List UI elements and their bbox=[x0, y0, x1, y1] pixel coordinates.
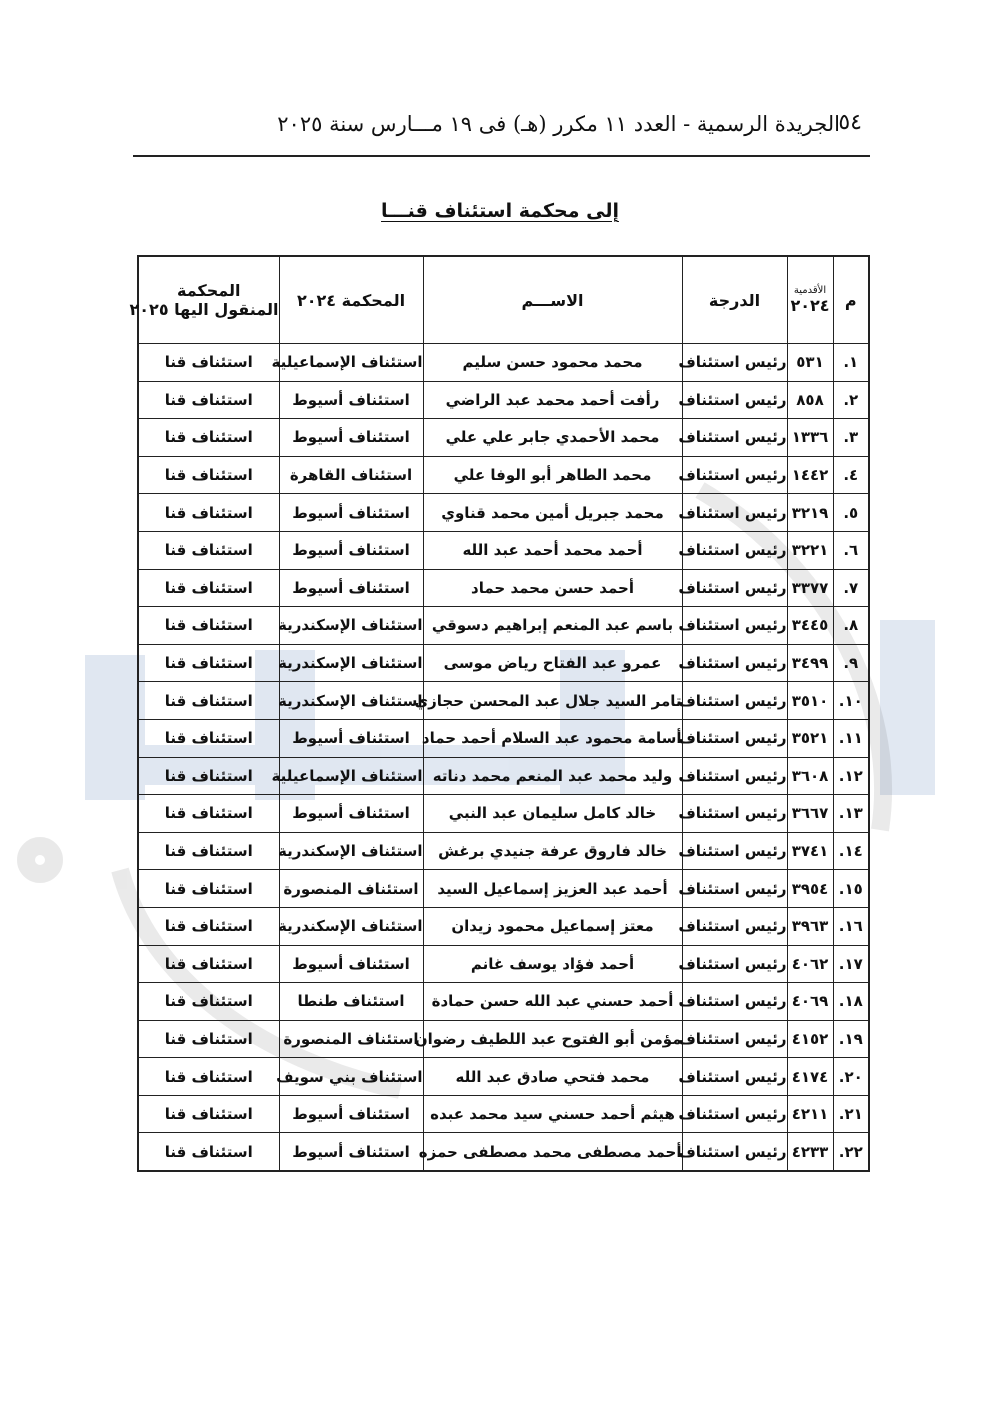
table-row bbox=[138, 795, 869, 833]
row-court-2024: استئناف الإسكندرية bbox=[279, 644, 423, 682]
row-seniority: ٥٣١ bbox=[787, 344, 833, 382]
table-row bbox=[138, 719, 869, 757]
row-grade: رئيس استئناف bbox=[682, 644, 787, 682]
row-seniority: ٣٦٦٧ bbox=[787, 795, 833, 833]
row-court-2024: استئناف الإسكندرية bbox=[279, 832, 423, 870]
table-row bbox=[138, 644, 869, 682]
row-court-2024: استئناف الإسماعيلية bbox=[279, 344, 423, 382]
row-grade: رئيس استئناف bbox=[682, 832, 787, 870]
row-seniority: ٣٥٢١ bbox=[787, 719, 833, 757]
row-name: محمد جبريل أمين محمد قناوي bbox=[423, 494, 682, 532]
row-seniority: ٤١٥٢ bbox=[787, 1020, 833, 1058]
watermark-stroke bbox=[85, 655, 145, 800]
table-row bbox=[138, 945, 869, 983]
row-court-2024: استئناف أسيوط bbox=[279, 719, 423, 757]
row-court-2024: استئناف المنصورة bbox=[279, 870, 423, 908]
row-name: معتز إسماعيل محمود زيدان bbox=[423, 907, 682, 945]
row-court-2025: استئناف قنا bbox=[138, 456, 279, 494]
table-row bbox=[138, 569, 869, 607]
row-grade: رئيس استئناف bbox=[682, 1020, 787, 1058]
table-row bbox=[138, 983, 869, 1021]
row-name: محمد الطاهر أبو الوفا علي bbox=[423, 456, 682, 494]
row-court-2024: استئناف المنصورة bbox=[279, 1020, 423, 1058]
table-row bbox=[138, 381, 869, 419]
row-seniority: ١٣٣٦ bbox=[787, 419, 833, 457]
table-row bbox=[138, 607, 869, 645]
row-name: هيثم أحمد حسني سيد محمد عبده bbox=[423, 1095, 682, 1133]
row-court-2025: استئناف قنا bbox=[138, 1133, 279, 1171]
table-row bbox=[138, 419, 869, 457]
row-seniority: ٤٠٦٩ bbox=[787, 983, 833, 1021]
row-name: أحمد حسني عبد الله حسن حمادة bbox=[423, 983, 682, 1021]
row-court-2025: استئناف قنا bbox=[138, 870, 279, 908]
row-name: محمد الأحمدي جابر علي علي bbox=[423, 419, 682, 457]
row-court-2025: استئناف قنا bbox=[138, 945, 279, 983]
row-court-2025: استئناف قنا bbox=[138, 757, 279, 795]
table-row bbox=[138, 494, 869, 532]
row-index: ٦. bbox=[833, 531, 869, 569]
row-grade: رئيس استئناف bbox=[682, 419, 787, 457]
row-name: أحمد عبد العزيز إسماعيل السيد bbox=[423, 870, 682, 908]
row-court-2025: استئناف قنا bbox=[138, 907, 279, 945]
row-name: خالد فاروق عرفة جنيدي برغش bbox=[423, 832, 682, 870]
row-index: ٣. bbox=[833, 419, 869, 457]
row-court-2025: استئناف قنا bbox=[138, 531, 279, 569]
row-court-2025: استئناف قنا bbox=[138, 381, 279, 419]
row-court-2024: استئناف أسيوط bbox=[279, 494, 423, 532]
row-seniority: ٤٠٦٢ bbox=[787, 945, 833, 983]
header-seniority-label: الأقدمية bbox=[793, 285, 827, 296]
header-name: الاســـم bbox=[423, 256, 682, 344]
row-grade: رئيس استئناف bbox=[682, 945, 787, 983]
table-row bbox=[138, 1020, 869, 1058]
row-court-2024: استئناف الإسكندرية bbox=[279, 607, 423, 645]
row-court-2025: استئناف قنا bbox=[138, 607, 279, 645]
row-grade: رئيس استئناف bbox=[682, 983, 787, 1021]
row-court-2024: استئناف الإسماعيلية bbox=[279, 757, 423, 795]
row-seniority: ٣٩٥٤ bbox=[787, 870, 833, 908]
row-court-2025: استئناف قنا bbox=[138, 983, 279, 1021]
row-court-2024: استئناف أسيوط bbox=[279, 381, 423, 419]
row-court-2025: استئناف قنا bbox=[138, 1058, 279, 1096]
row-index: ٢٢. bbox=[833, 1133, 869, 1171]
row-grade: رئيس استئناف bbox=[682, 757, 787, 795]
row-court-2024: استئناف أسيوط bbox=[279, 945, 423, 983]
table-row bbox=[138, 832, 869, 870]
table-row bbox=[138, 757, 869, 795]
row-index: ١٣. bbox=[833, 795, 869, 833]
page-number: ٥٤ bbox=[838, 110, 862, 135]
row-index: ١٤. bbox=[833, 832, 869, 870]
row-court-2025: استئناف قنا bbox=[138, 719, 279, 757]
row-grade: رئيس استئناف bbox=[682, 569, 787, 607]
header-court-2025-line1: المحكمة bbox=[177, 281, 241, 300]
row-index: ٥. bbox=[833, 494, 869, 532]
row-index: ٩. bbox=[833, 644, 869, 682]
row-seniority: ٣٩٦٣ bbox=[787, 907, 833, 945]
section-title: إلى محكمة استئناف قنـــا bbox=[381, 200, 619, 222]
row-grade: رئيس استئناف bbox=[682, 494, 787, 532]
header-court-2025 bbox=[129, 256, 279, 344]
row-court-2025: استئناف قنا bbox=[138, 795, 279, 833]
row-name: تامر السيد جلال عبد المحسن حجازي bbox=[423, 682, 682, 720]
row-grade: رئيس استئناف bbox=[682, 682, 787, 720]
row-seniority: ٣٤٤٥ bbox=[787, 607, 833, 645]
row-court-2025: استئناف قنا bbox=[138, 832, 279, 870]
row-grade: رئيس استئناف bbox=[682, 1133, 787, 1171]
row-court-2025: استئناف قنا bbox=[138, 419, 279, 457]
row-grade: رئيس استئناف bbox=[682, 456, 787, 494]
row-grade: رئيس استئناف bbox=[682, 1058, 787, 1096]
header-grade: الدرجة bbox=[682, 256, 787, 344]
row-court-2025: استئناف قنا bbox=[138, 494, 279, 532]
table-row bbox=[138, 531, 869, 569]
row-grade: رئيس استئناف bbox=[682, 719, 787, 757]
watermark-stroke bbox=[26, 846, 54, 874]
row-court-2024: استئناف أسيوط bbox=[279, 531, 423, 569]
row-name: أسامة محمود عبد السلام أحمد حماد bbox=[423, 719, 682, 757]
table-header-row bbox=[138, 256, 869, 344]
row-seniority: ١٤٤٢ bbox=[787, 456, 833, 494]
row-index: ١. bbox=[833, 344, 869, 382]
row-grade: رئيس استئناف bbox=[682, 531, 787, 569]
row-seniority: ٣٥١٠ bbox=[787, 682, 833, 720]
row-seniority: ٣٧٤١ bbox=[787, 832, 833, 870]
row-index: ١٩. bbox=[833, 1020, 869, 1058]
row-name: رأفت أحمد محمد عبد الراضي bbox=[423, 381, 682, 419]
row-index: ١٢. bbox=[833, 757, 869, 795]
header-divider bbox=[133, 155, 870, 157]
row-index: ١٧. bbox=[833, 945, 869, 983]
watermark-stroke bbox=[880, 620, 935, 795]
row-court-2025: استئناف قنا bbox=[138, 1095, 279, 1133]
table-row bbox=[138, 1058, 869, 1096]
row-grade: رئيس استئناف bbox=[682, 795, 787, 833]
header-seniority bbox=[787, 256, 833, 344]
row-seniority: ٣٢٢١ bbox=[787, 531, 833, 569]
row-court-2025: استئناف قنا bbox=[138, 1020, 279, 1058]
row-index: ٢٠. bbox=[833, 1058, 869, 1096]
row-name: وليد محمد عبد المنعم محمد دناته bbox=[423, 757, 682, 795]
row-seniority: ٨٥٨ bbox=[787, 381, 833, 419]
row-court-2024: استئناف طنطا bbox=[279, 983, 423, 1021]
header-court-2024: المحكمة ٢٠٢٤ bbox=[279, 256, 423, 344]
row-seniority: ٣٦٠٨ bbox=[787, 757, 833, 795]
row-index: ٢. bbox=[833, 381, 869, 419]
row-seniority: ٤٢٣٣ bbox=[787, 1133, 833, 1171]
row-seniority: ٤١٧٤ bbox=[787, 1058, 833, 1096]
row-court-2024: استئناف أسيوط bbox=[279, 419, 423, 457]
row-court-2024: استئناف بني سويف bbox=[279, 1058, 423, 1096]
row-grade: رئيس استئناف bbox=[682, 870, 787, 908]
publication-line: الجريدة الرسمية - العدد ١١ مكرر (هـ) فى ١٩ مـــارس سنة ٢٠٢٥ bbox=[277, 112, 840, 136]
row-court-2024: استئناف أسيوط bbox=[279, 1095, 423, 1133]
transfer-table bbox=[129, 255, 870, 1172]
table-row bbox=[138, 870, 869, 908]
row-index: ١٥. bbox=[833, 870, 869, 908]
row-grade: رئيس استئناف bbox=[682, 381, 787, 419]
row-name: محمد محمود حسن سليم bbox=[423, 344, 682, 382]
row-court-2025: استئناف قنا bbox=[138, 644, 279, 682]
row-name: مؤمن أبو الفتوح عبد اللطيف رضوان bbox=[423, 1020, 682, 1058]
row-court-2024: استئناف القاهرة bbox=[279, 456, 423, 494]
row-court-2024: استئناف أسيوط bbox=[279, 569, 423, 607]
row-grade: رئيس استئناف bbox=[682, 1095, 787, 1133]
row-name: أحمد حسن محمد حماد bbox=[423, 569, 682, 607]
row-seniority: ٣٣٧٧ bbox=[787, 569, 833, 607]
row-court-2024: استئناف أسيوط bbox=[279, 1133, 423, 1171]
row-index: ١٨. bbox=[833, 983, 869, 1021]
row-name: باسم عبد المنعم إبراهيم دسوقي bbox=[423, 607, 682, 645]
row-seniority: ٣٤٩٩ bbox=[787, 644, 833, 682]
row-court-2025: استئناف قنا bbox=[138, 344, 279, 382]
row-name: عمرو عبد الفتاح رياض موسى bbox=[423, 644, 682, 682]
row-index: ٢١. bbox=[833, 1095, 869, 1133]
row-index: ١١. bbox=[833, 719, 869, 757]
row-name: خالد كامل سليمان عبد النبي bbox=[423, 795, 682, 833]
table-row bbox=[138, 682, 869, 720]
row-court-2024: استئناف الإسكندرية bbox=[279, 907, 423, 945]
header-index: م bbox=[833, 256, 869, 344]
table-row bbox=[138, 1095, 869, 1133]
row-grade: رئيس استئناف bbox=[682, 907, 787, 945]
row-court-2024: استئناف الإسكندرية bbox=[279, 682, 423, 720]
table-row bbox=[138, 344, 869, 382]
row-name: محمد فتحي صادق عبد الله bbox=[423, 1058, 682, 1096]
row-court-2025: استئناف قنا bbox=[138, 569, 279, 607]
row-index: ٨. bbox=[833, 607, 869, 645]
row-name: أحمد محمد أحمد عبد الله bbox=[423, 531, 682, 569]
table-row bbox=[138, 907, 869, 945]
table-row bbox=[138, 1133, 869, 1171]
header-seniority-year: ٢٠٢٤ bbox=[790, 296, 830, 315]
row-index: ١٠. bbox=[833, 682, 869, 720]
table-row bbox=[138, 456, 869, 494]
row-index: ١٦. bbox=[833, 907, 869, 945]
row-name: أحمد فؤاد يوسف غانم bbox=[423, 945, 682, 983]
row-court-2025: استئناف قنا bbox=[138, 682, 279, 720]
row-court-2024: استئناف أسيوط bbox=[279, 795, 423, 833]
row-grade: رئيس استئناف bbox=[682, 607, 787, 645]
row-grade: رئيس استئناف bbox=[682, 344, 787, 382]
header-court-2025-line2: المنقول اليها ٢٠٢٥ bbox=[129, 300, 279, 319]
row-index: ٤. bbox=[833, 456, 869, 494]
row-seniority: ٣٢١٩ bbox=[787, 494, 833, 532]
row-seniority: ٤٢١١ bbox=[787, 1095, 833, 1133]
row-index: ٧. bbox=[833, 569, 869, 607]
row-name: أحمد مصطفى محمد مصطفى حمزه bbox=[423, 1133, 682, 1171]
